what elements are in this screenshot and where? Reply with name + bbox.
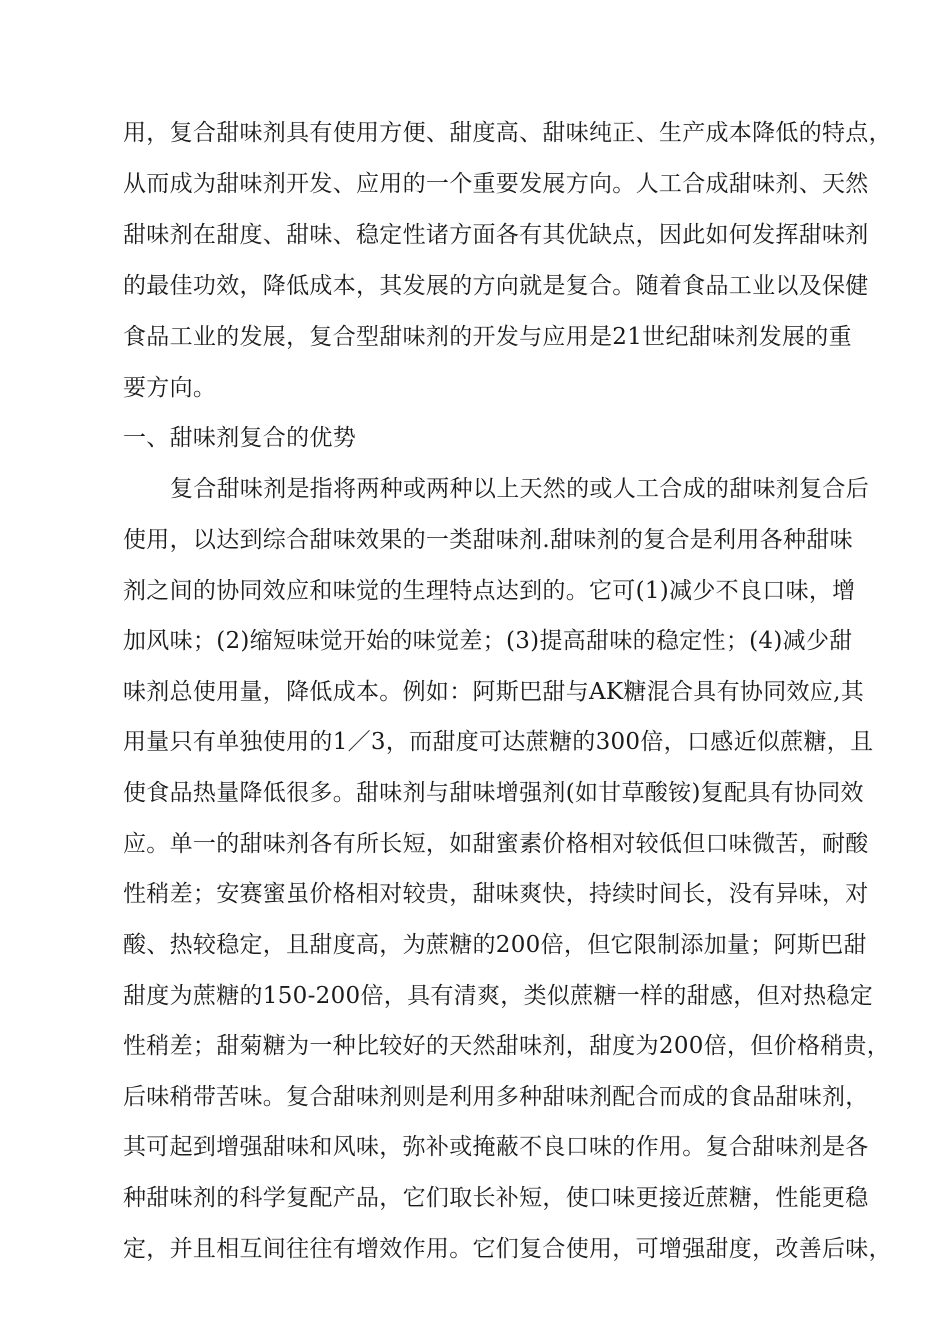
text-line: 使用，以达到综合甜味效果的一类甜味剂.甜味剂的复合是利用各种甜味 [123, 527, 853, 553]
text-line: 定，并且相互间往往有增效作用。它们复合使用，可增强甜度，改善后味， [123, 1236, 892, 1262]
text-line: 后味稍带苦味。复合甜味剂则是利用多种甜味剂配合而成的食品甜味剂， [123, 1084, 869, 1110]
text-line: 性稍差；甜菊糖为一种比较好的天然甜味剂，甜度为200倍，但价格稍贵， [123, 1033, 891, 1059]
text-line: 从而成为甜味剂开发、应用的一个重要发展方向。人工合成甜味剂、天然 [123, 171, 869, 197]
text-line: 甜度为蔗糖的150-200倍，具有清爽，类似蔗糖一样的甜感，但对热稳定 [123, 983, 874, 1009]
text-line: 剂之间的协同效应和味觉的生理特点达到的。它可(1)减少不良口味，增 [123, 578, 856, 604]
text-line: 种甜味剂的科学复配产品，它们取长补短，使口味更接近蔗糖，性能更稳 [123, 1185, 869, 1211]
text-line: 要方向。 [123, 375, 217, 401]
text-line: 用，复合甜味剂具有使用方便、甜度高、甜味纯正、生产成本降低的特点， [123, 120, 892, 146]
text-line: 的最佳功效，降低成本，其发展的方向就是复合。随着食品工业以及保健 [123, 273, 869, 299]
text-line: 食品工业的发展，复合型甜味剂的开发与应用是21世纪甜味剂发展的重 [123, 324, 852, 350]
section-heading: 一、甜味剂复合的优势 [123, 425, 356, 451]
text-line: 应。单一的甜味剂各有所长短，如甜蜜素价格相对较低但口味微苦，耐酸 [123, 831, 869, 857]
text-line: 加风味；(2)缩短味觉开始的味觉差；(3)提高甜味的稳定性；(4)减少甜 [123, 628, 853, 654]
text-line: 性稍差；安赛蜜虽价格相对较贵，甜味爽快，持续时间长，没有异味，对 [123, 881, 869, 907]
text-line: 甜味剂在甜度、甜味、稳定性诸方面各有其优缺点，因此如何发挥甜味剂 [123, 222, 869, 248]
text-line: 使食品热量降低很多。甜味剂与甜味增强剂(如甘草酸铵)复配具有协同效 [123, 780, 864, 806]
text-line: 用量只有单独使用的1／3，而甜度可达蔗糖的300倍，口感近似蔗糖，且 [123, 729, 874, 755]
text-line: 酸、热较稳定，且甜度高，为蔗糖的200倍，但它限制添加量；阿斯巴甜 [123, 932, 867, 958]
text-line: 其可起到增强甜味和风味，弥补或掩蔽不良口味的作用。复合甜味剂是各 [123, 1134, 869, 1160]
text-line: 味剂总使用量，降低成本。例如：阿斯巴甜与AK糖混合具有协同效应,其 [123, 679, 865, 705]
text-line: 复合甜味剂是指将两种或两种以上天然的或人工合成的甜味剂复合后 [170, 476, 869, 502]
